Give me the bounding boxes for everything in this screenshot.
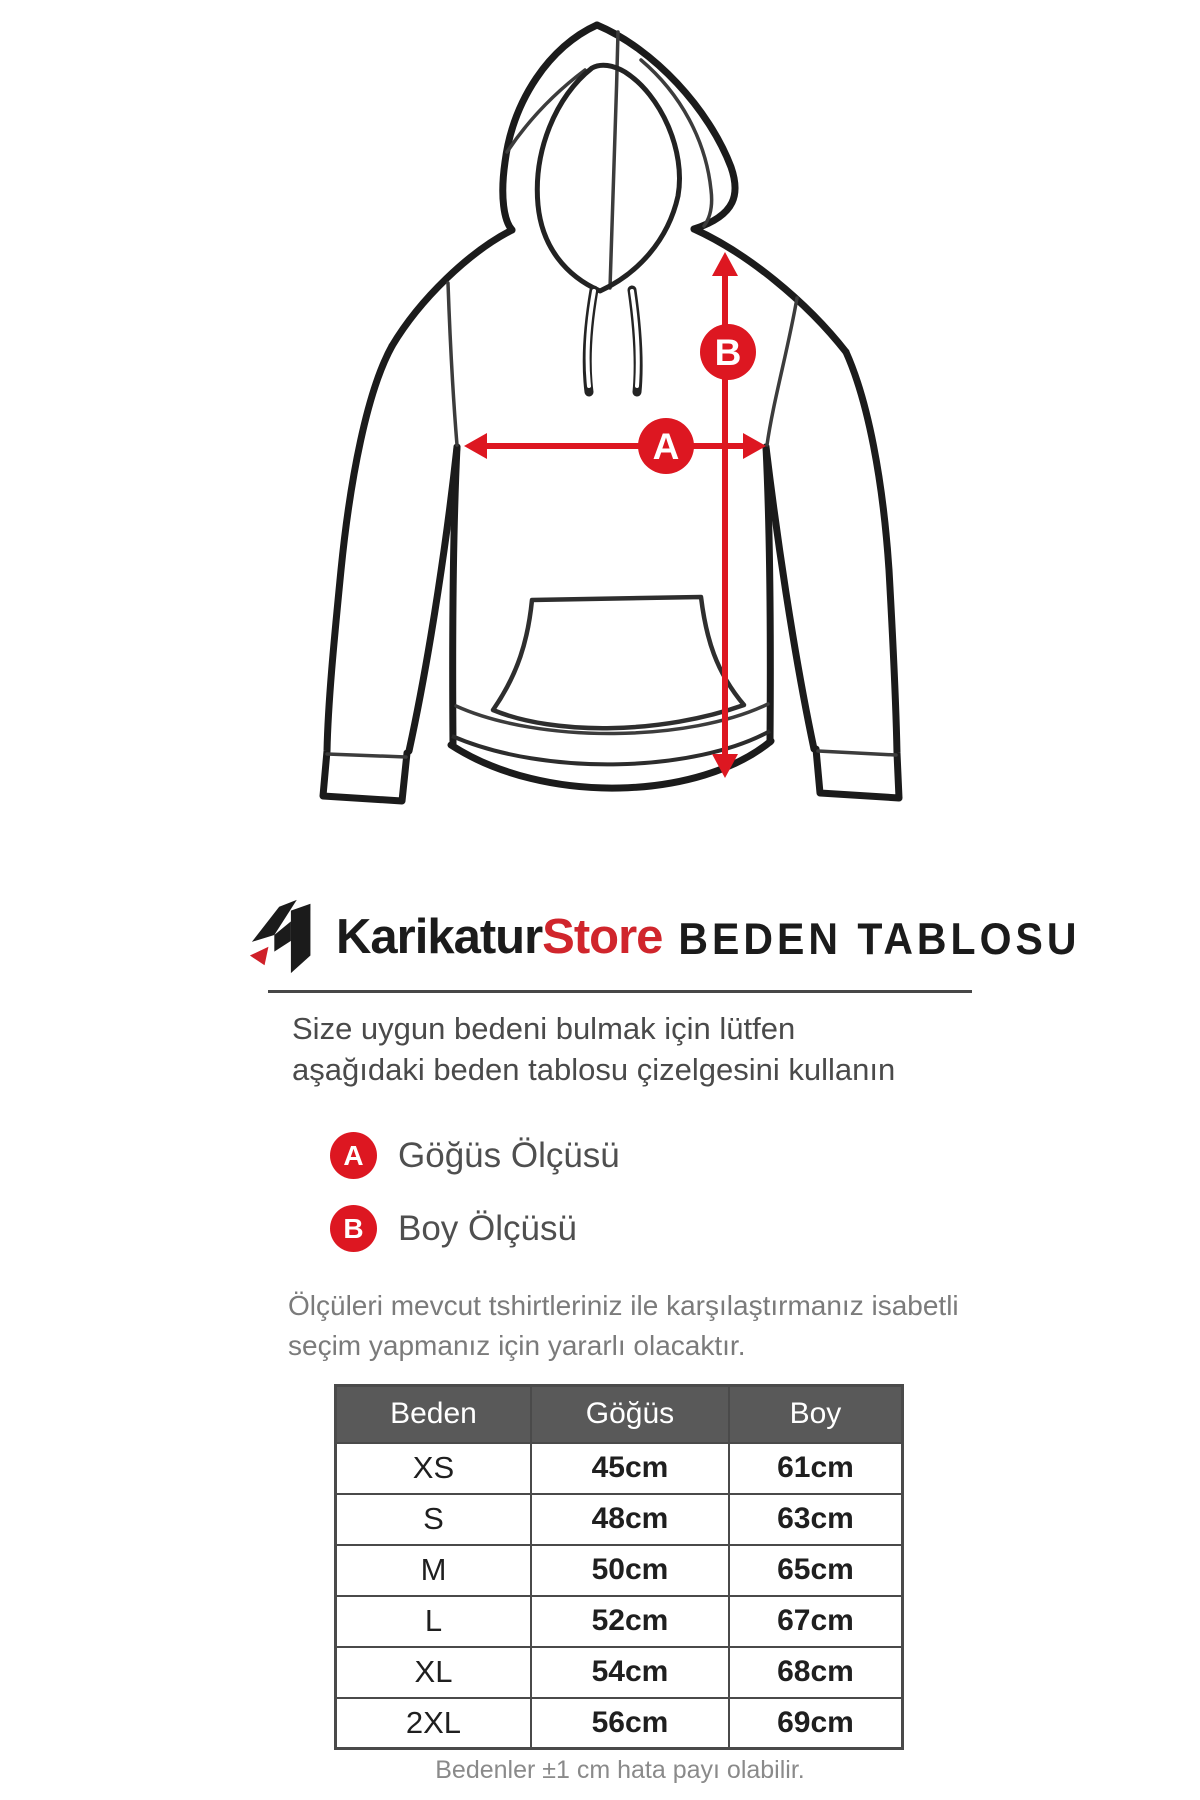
badge-a-letter: A xyxy=(652,426,680,467)
chest-cell: 54cm xyxy=(531,1647,729,1698)
size-table xyxy=(334,1384,904,1750)
cuff-line-left xyxy=(327,754,406,757)
legend-item-length xyxy=(330,1205,577,1252)
intro-line-2: aşağıdaki beden tablosu çizelgesini kullanın xyxy=(292,1052,896,1087)
logo-text-black: Karikatur xyxy=(336,910,543,964)
length-cell: 69cm xyxy=(729,1698,903,1749)
kangaroo-pocket xyxy=(493,597,744,728)
length-cell: 61cm xyxy=(729,1443,903,1494)
arrowhead-left xyxy=(464,433,487,459)
size-table-head xyxy=(336,1386,903,1443)
note-line-2: seçim yapmanız için yararlı olacaktır. xyxy=(288,1330,746,1361)
length-cell: 68cm xyxy=(729,1647,903,1698)
table-row xyxy=(336,1494,903,1545)
chest-cell: 50cm xyxy=(531,1545,729,1596)
table-row xyxy=(336,1596,903,1647)
size-table-header-2: Boy xyxy=(729,1386,903,1443)
cuff-line-right xyxy=(818,751,896,755)
size-cell: L xyxy=(336,1596,531,1647)
size-cell: S xyxy=(336,1494,531,1545)
size-table-header-row xyxy=(336,1386,903,1443)
size-cell: M xyxy=(336,1545,531,1596)
size-cell: XS xyxy=(336,1443,531,1494)
chest-cell: 45cm xyxy=(531,1443,729,1494)
length-cell: 67cm xyxy=(729,1596,903,1647)
chest-cell: 56cm xyxy=(531,1698,729,1749)
legend-badge-b: B xyxy=(330,1205,377,1252)
size-cell: 2XL xyxy=(336,1698,531,1749)
size-cell: XL xyxy=(336,1647,531,1698)
size-table-body xyxy=(336,1443,903,1749)
legend-badge-a: A xyxy=(330,1132,377,1179)
badge-b-letter: B xyxy=(714,332,742,373)
header-divider xyxy=(268,990,972,993)
size-table-header-1: Göğüs xyxy=(531,1386,729,1443)
shoulder-left xyxy=(392,230,512,346)
length-cell: 65cm xyxy=(729,1545,903,1596)
armhole-seam-left xyxy=(448,283,457,445)
legend-label-chest: Göğüs Ölçüsü xyxy=(398,1135,620,1175)
karikaturstore-logo-icon xyxy=(246,894,328,980)
table-row xyxy=(336,1443,903,1494)
page-title: BEDEN TABLOSU xyxy=(678,914,1081,964)
legend-item-chest xyxy=(330,1132,620,1179)
table-row xyxy=(336,1647,903,1698)
intro-text xyxy=(292,1008,895,1090)
armhole-seam-right xyxy=(767,298,797,445)
arrowhead-up xyxy=(712,252,738,276)
length-cell: 63cm xyxy=(729,1494,903,1545)
size-table-header-0: Beden xyxy=(336,1386,531,1443)
sleeve-left xyxy=(323,346,407,801)
body-right xyxy=(766,447,770,742)
chest-cell: 52cm xyxy=(531,1596,729,1647)
table-row xyxy=(336,1698,903,1749)
logo-text-red: Store xyxy=(542,910,663,964)
body-left xyxy=(453,447,457,744)
tolerance-note: Bedenler ±1 cm hata payı olabilir. xyxy=(435,1756,805,1784)
hoodie-diagram xyxy=(0,0,1200,880)
chest-cell: 48cm xyxy=(531,1494,729,1545)
brand-header xyxy=(246,894,1080,980)
legend-label-length: Boy Ölçüsü xyxy=(398,1208,577,1248)
intro-line-1: Size uygun bedeni bulmak için lütfen xyxy=(292,1011,796,1046)
logo-red-arrow xyxy=(250,947,269,966)
note-text xyxy=(288,1286,959,1366)
table-row xyxy=(336,1545,903,1596)
sleeve-right xyxy=(816,352,899,798)
arrowhead-right xyxy=(743,433,766,459)
note-line-1: Ölçüleri mevcut tshirtleriniz ile karşılaştırmanız isabetli xyxy=(288,1290,959,1321)
hood-opening xyxy=(537,65,679,291)
